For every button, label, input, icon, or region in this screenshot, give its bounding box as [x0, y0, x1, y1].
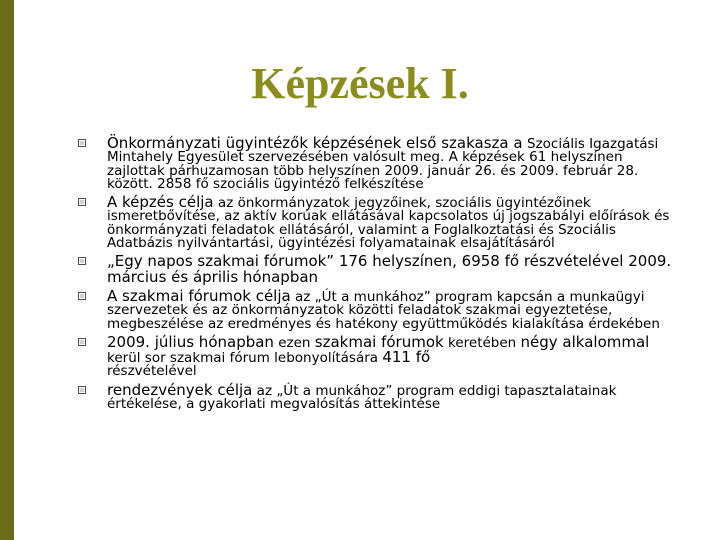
list-item: [78, 136, 678, 191]
item-body-text: az önkormányzatok jegyzőinek, szociális ügyintézőinek ismeretbővítése, az aktív korúak ellátásával kapcsolatos új jogszabályi előírások és önkormányzati feladatok ellátásáról, valamint a Foglalkoztatási és Szociális Adatbázis nyilvántartási, ügyintézési folyamatainak elsajátításáról: [107, 195, 670, 252]
list-item: [78, 254, 678, 285]
list-item: [78, 380, 678, 413]
item-body-text: az „Út a munkához” program eddigi tapasztalatainak értékelése, a gyakorlati megvalósítás áttekintése: [107, 382, 617, 413]
item-body-text: keretében: [443, 334, 521, 351]
square-bullet-icon: [78, 386, 86, 394]
item-lead-text: rendezvények célja: [107, 380, 253, 399]
list-item: [78, 332, 678, 380]
square-bullet-icon: [78, 338, 86, 346]
square-bullet-icon: [78, 139, 86, 147]
item-body-text: az „Út a munkához” program kapcsán a munkaügyi szervezetek és az önkormányzatok közötti feladatok szakmai egyeztetése, megbeszélése az eredményes és hatékony együttműködés kialakítása érdekében: [107, 288, 660, 332]
square-bullet-icon: [78, 198, 86, 206]
item-lead-text: „Egy napos szakmai fórumok” 176 helyszínen, 6958 fő részvételével 2009. március és április hónapban: [107, 252, 672, 286]
bullet-list: [78, 136, 678, 411]
item-body-text: részvételével: [107, 363, 197, 380]
item-body-text: Szociális Igazgatási Mintahely Egyesület szervezésében valósult meg. A képzések 61 helyszínen zajlottak párhuzamosan több helyszínen 2009. január 26. és 2009. február 28. között. 2858 fő szociális ügyintéző felkészítése: [107, 136, 659, 192]
item-lead-text: 2009. július hónapban: [107, 332, 274, 351]
item-lead-text: A szakmai fórumok célja: [107, 286, 291, 305]
item-lead-text: négy alkalommal: [520, 332, 650, 351]
square-bullet-icon: [78, 257, 86, 265]
item-lead-text: szakmai fórumok: [314, 332, 444, 351]
list-item: [78, 195, 678, 250]
slide-title: Képzések I.: [251, 59, 469, 108]
item-lead-text: 411 fő: [382, 348, 431, 367]
item-body-text: ezen: [273, 334, 315, 351]
item-lead-text: Önkormányzati ügyintézők képzésének első szakasza a: [107, 134, 523, 152]
square-bullet-icon: [78, 292, 86, 300]
item-body-text: kerül sor szakmai fórum lebonyolítására: [107, 350, 383, 367]
list-item: [78, 286, 678, 332]
item-lead-text: A képzés célja: [107, 193, 214, 212]
